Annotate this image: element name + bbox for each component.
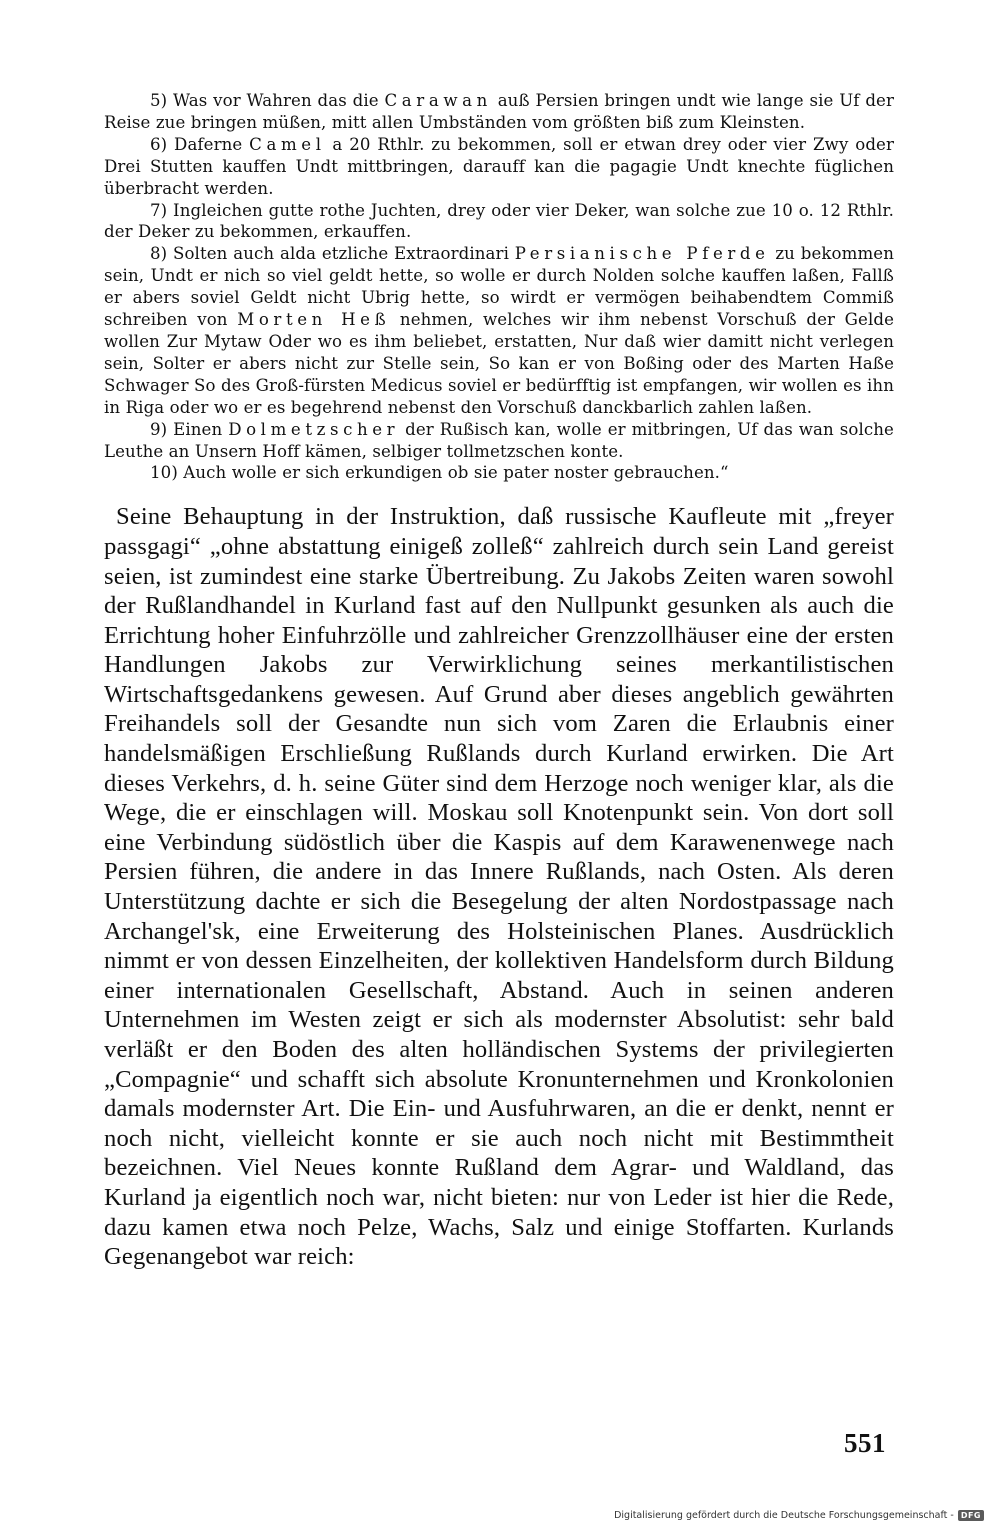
digitization-footer bbox=[614, 1510, 984, 1521]
quote-item-8-mid: zu bekommen sein, Undt er nich so viel geldt hette, so wolle er durch Nolden solche kauffen laßen, Fallß er abers soviel Geldt nicht Ubrig hette, so wirdt er vermögen beihabendtem Commiß schreiben von bbox=[104, 244, 894, 330]
quote-item-8-spaced2: Morten Heß bbox=[237, 310, 391, 330]
quote-item-9-spaced: Dolmetzscher bbox=[228, 419, 400, 439]
body-text bbox=[104, 502, 894, 1271]
quote-item-6-spaced: Camel bbox=[249, 134, 326, 154]
quote-item-8 bbox=[104, 243, 894, 418]
page-number: 551 bbox=[844, 1428, 886, 1458]
quote-item-5 bbox=[104, 90, 894, 134]
quote-item-5-pre: 5) Was vor Wahren das die bbox=[150, 91, 385, 110]
quote-item-9-post: der Rußisch kan, wolle er mitbringen, Uf das wan solche Leuthe an Unsern Hoff kämen, selbiger tollmetzschen konte. bbox=[104, 419, 894, 461]
document-page bbox=[104, 90, 894, 1272]
quote-item-6-pre: 6) Daferne bbox=[150, 134, 250, 154]
quote-item-8-spaced: Persianische Pferde bbox=[514, 244, 770, 264]
body-paragraph: Seine Behauptung in der Instruktion, daß russische Kaufleute mit „freyer passgagi“ „ohne abstattung einigeß zolleß“ zahlreich durch sein Land gereist seien, ist zumindest eine starke Übertreibung. Zu Jakobs Zeiten waren sowohl der Rußlandhandel in Kurland fast auf den Nullpunkt gesunken als auch die Errichtung hoher Einfuhrzölle und zahlreicher Grenzzollhäuser eine der ersten Handlungen Jakobs zur Verwirklichung seines merkantilistischen Wirtschaftsgedankens gewesen. Auf Grund aber dieses angeblich gewährten Freihandels soll der Gesandte nun sich vom Zaren die Erlaubnis einer handelsmäßigen Erschließung Rußlands durch Kurland erwirken. Die Art dieses Verkehrs, d. h. seine Güter sind dem Herzoge noch weniger klar, als die Wege, die er einschlagen will. Moskau soll Knotenpunkt sein. Von dort soll eine Verbindung südöstlich über die Kaspis auf dem Karawenenwege nach Persien führen, die andere in das Innere Rußlands, nach Osten. Als deren Unterstützung dachte er sich die Besegelung der alten Nordostpassage nach Archangel'sk, eine Erweiterung des Holsteinischen Planes. Ausdrücklich nimmt er von dessen Einzelheiten, der kollektiven Handelsform durch Bildung einer internationalen Gesellschaft, Abstand. Auch in seinen anderen Unternehmen im Westen zeigt er sich als modernster Absolutist: sehr bald verläßt er den Boden des alten holländischen Systems der privilegierten „Compagnie“ und schafft sich absolute Kronunternehmen und Kronkolonien damals modernster Art. Die Ein- und Ausfuhrwaren, an die er denkt, nennt er noch nicht, vielleicht konnte er sie auch noch nicht mit Bestimmtheit bezeichnen. Viel Neues konnte Rußland dem Agrar- und Waldland, das Kurland ja eigentlich noch war, nicht bieten: nur von Leder ist hier die Rede, dazu kamen etwa noch Pelze, Wachs, Salz und einige Stoffarten. Kurlands Gegenangebot war reich: bbox=[104, 503, 894, 1271]
quote-item-10: 10) Auch wolle er sich erkundigen ob sie pater noster gebrauchen.“ bbox=[150, 463, 729, 483]
quoted-instruction bbox=[104, 90, 894, 484]
footer-text: Digitalisierung gefördert durch die Deutsche Forschungsgemeinschaft - bbox=[614, 1510, 954, 1521]
quote-item-5-post: auß Persien bringen undt wie lange sie Uf der Reise zue bringen müßen, mitt allen Umbständen vom größten biß zum Kleinsten. bbox=[104, 91, 895, 132]
quote-item-9-pre: 9) Einen bbox=[150, 419, 229, 439]
quote-item-9 bbox=[104, 419, 894, 463]
quote-item-5-spaced: Carawan bbox=[384, 91, 492, 110]
dfg-logo-icon: DFG bbox=[958, 1510, 984, 1521]
quote-item-8-post: nehmen, welches wir ihm nebenst Vorschuß der Gelde wollen Zur Mytaw Oder wo es ihm beliebet, erstatten, Nur daß wier damitt nicht verlegen sein, Solter er abers nicht zur Stelle sein, So kan er von Boßing oder des Marten Haße Schwager So des Groß-fürsten Medicus soviel er bedürfftig ist empfangen, wir wollen es ihn in Riga oder wo er es begehrend nebenst den Vorschuß danckbarlich zahlen laßen. bbox=[104, 310, 895, 417]
quote-item-8-pre: 8) Solten auch alda etzliche Extraordinari bbox=[150, 244, 515, 264]
quote-item-6 bbox=[104, 134, 894, 200]
quote-item-6-post: a 20 Rthlr. zu bekommen, soll er etwan drey oder vier Zwy oder Drei Stutten kauffen Undt mittbringen, darauff kan die pagagie Undt knechte füglichen überbracht werden. bbox=[104, 134, 894, 198]
quote-item-7: 7) Ingleichen gutte rothe Juchten, drey oder vier Deker, wan solche zue 10 o. 12 Rthlr. der Deker zu bekommen, erkauffen. bbox=[104, 200, 894, 242]
